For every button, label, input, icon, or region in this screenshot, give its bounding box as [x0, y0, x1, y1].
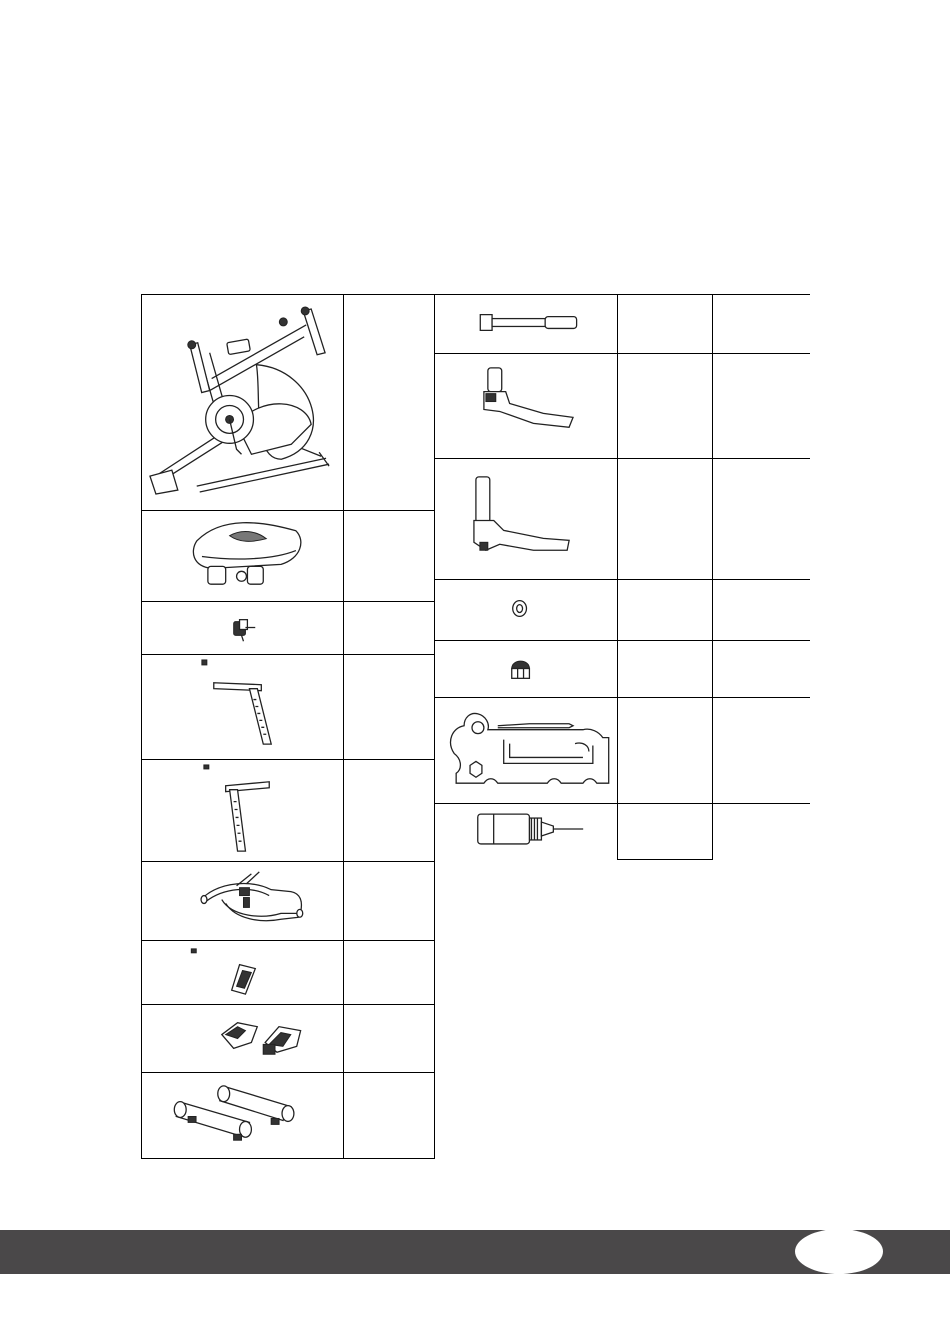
multi-tool-wrench-icon	[434, 698, 617, 803]
part-spec-cell	[713, 459, 810, 580]
adjustment-knob-icon	[142, 602, 343, 654]
part-qty-cell	[618, 354, 713, 459]
part-image-cell	[142, 760, 344, 862]
parts-table-right	[434, 294, 810, 860]
part-spec-cell	[713, 295, 810, 354]
part-image-cell	[434, 459, 618, 580]
seat-post-icon	[142, 655, 343, 759]
part-image-cell	[434, 641, 618, 698]
part-image-cell	[142, 862, 344, 941]
parts-table-left	[141, 294, 435, 1159]
part-qty-cell	[618, 459, 713, 580]
washer-icon	[434, 580, 617, 640]
part-qty-cell	[344, 941, 435, 1005]
part-image-cell	[142, 511, 344, 602]
bolt-icon	[434, 295, 617, 353]
part-spec-cell	[713, 580, 810, 641]
part-qty-cell	[618, 698, 713, 804]
handlebar-post-icon	[142, 760, 343, 861]
part-qty-cell	[344, 295, 435, 511]
part-spec-cell	[713, 698, 810, 804]
part-qty-cell	[344, 655, 435, 760]
part-image-cell	[142, 941, 344, 1005]
quick-release-lever-long-icon	[434, 459, 617, 579]
part-image-cell	[434, 580, 618, 641]
part-qty-cell	[618, 641, 713, 698]
bike-frame-icon	[142, 295, 343, 510]
pedals-icon	[142, 1005, 343, 1072]
part-qty-cell	[618, 295, 713, 354]
part-spec-cell	[713, 354, 810, 459]
cap-nut-icon	[434, 641, 617, 697]
part-spec-cell	[713, 641, 810, 698]
saddle-icon	[142, 511, 343, 601]
page-number-badge	[795, 1229, 883, 1274]
quick-release-lever-short-icon	[434, 354, 617, 458]
part-qty-cell	[344, 1073, 435, 1159]
part-qty-cell	[344, 602, 435, 655]
oil-bottle-icon	[434, 804, 617, 860]
part-qty-cell	[618, 804, 713, 860]
part-image-cell	[434, 804, 618, 860]
part-image-cell	[434, 295, 618, 354]
part-qty-cell	[344, 760, 435, 862]
part-qty-cell	[344, 511, 435, 602]
computer-display-icon	[142, 941, 343, 1004]
part-image-cell	[142, 295, 344, 511]
handlebar-icon	[142, 862, 343, 940]
part-image-cell	[142, 1005, 344, 1073]
part-image-cell	[142, 602, 344, 655]
part-qty-cell	[618, 580, 713, 641]
part-image-cell	[142, 655, 344, 760]
part-image-cell	[142, 1073, 344, 1159]
part-image-cell	[434, 354, 618, 459]
part-image-cell	[434, 698, 618, 804]
part-qty-cell	[344, 1005, 435, 1073]
part-qty-cell	[344, 862, 435, 941]
stabilizer-feet-icon	[142, 1073, 343, 1158]
